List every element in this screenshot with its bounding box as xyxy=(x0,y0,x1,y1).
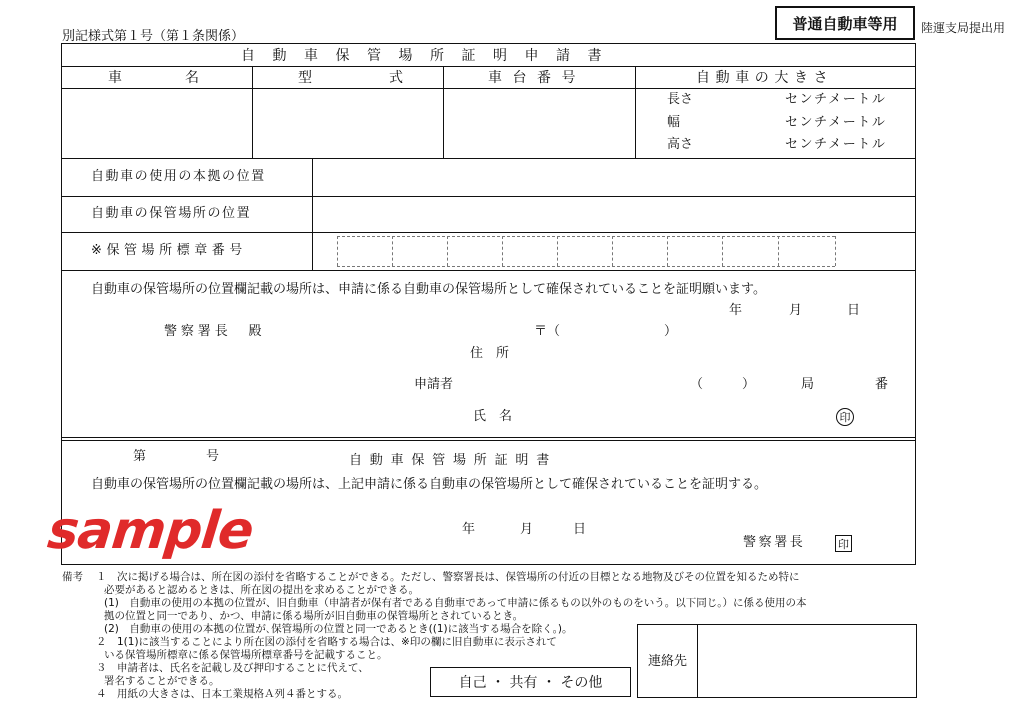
note-line: いる保管場所標章に係る保管場所標章番号を記載すること。 xyxy=(104,649,388,661)
base-location-label: 自動車の使用の本拠の位置 xyxy=(91,169,266,184)
storage-location-label: 自動車の保管場所の位置 xyxy=(91,206,252,221)
certificate-number-go: 号 xyxy=(206,449,220,464)
sticker-cell-border xyxy=(667,236,668,266)
column-car-name: 車名 xyxy=(108,70,262,86)
ownership-choice-text: 自己 ・ 共有 ・ その他 xyxy=(458,675,603,691)
sticker-cell-border xyxy=(392,236,393,266)
applicant-name-label: 氏 名 xyxy=(473,409,513,424)
application-date-month: 月 xyxy=(789,303,803,318)
column-chassis-number: 車台番号 xyxy=(488,70,586,86)
note-line: ３ 申請者は、氏名を記載し及び押印することに代えて、 xyxy=(96,662,369,674)
phone-number-label: 番 xyxy=(875,377,889,392)
size-width-unit: センチメートル xyxy=(785,115,887,130)
note-line: ２ 1(1)に該当することにより所在図の添付を省略する場合は、※印の欄に旧自動車に表示されて xyxy=(96,636,557,648)
certificate-year: 年 xyxy=(462,522,476,537)
contact-label: 連絡先 xyxy=(648,654,688,669)
sticker-cell-border xyxy=(612,236,613,266)
certificate-number-dai: 第 xyxy=(133,449,147,464)
rule xyxy=(61,440,916,441)
certificate-month: 月 xyxy=(520,522,534,537)
certificate-seal-mark xyxy=(835,535,852,552)
sticker-cell-border xyxy=(502,236,503,266)
form-title: 自動車保管場所証明申請書 xyxy=(241,48,619,64)
note-line: 署名することができる。 xyxy=(104,675,220,687)
address-label: 住 所 xyxy=(470,346,510,361)
column-divider xyxy=(312,158,313,270)
note-line: (1) 自動車の使用の本拠の位置が、旧自動車（申請者が保有者である自動車であって申請に係るもの以外のものをいう。以下同じ。）に係る使用の本 xyxy=(104,597,807,609)
rule xyxy=(61,88,916,89)
postal-code: 〒（ ） xyxy=(534,324,678,339)
contact-box xyxy=(637,624,917,698)
police-chief-addressee: 警察署長 殿 xyxy=(164,324,266,339)
phone-exchange-label: 局 xyxy=(801,377,815,392)
sticker-cell-border xyxy=(722,236,723,266)
vehicle-type-label: 普通自動車等用 xyxy=(792,14,898,33)
sticker-cell-border xyxy=(337,236,835,237)
applicant-label: 申請者 xyxy=(414,377,454,392)
vehicle-type-box xyxy=(775,6,915,40)
column-model: 型式 xyxy=(298,70,480,86)
phone-area-paren: （ ） xyxy=(690,377,756,392)
application-date-day: 日 xyxy=(847,303,861,318)
sticker-cell-border xyxy=(835,236,836,266)
certificate-title: 自動車保管場所証明書 xyxy=(349,453,558,468)
sticker-cell-border xyxy=(447,236,448,266)
rule xyxy=(61,66,916,67)
size-height-label: 高さ xyxy=(667,137,694,152)
rule xyxy=(61,437,916,438)
size-length-unit: センチメートル xyxy=(785,92,887,107)
certificate-chief: 警察署長 xyxy=(743,535,806,550)
application-statement: 自動車の保管場所の位置欄記載の場所は、申請に係る自動車の保管場所として確保されていることを証明願います。 xyxy=(91,282,766,297)
rule xyxy=(61,158,916,159)
sample-watermark: sample xyxy=(44,501,256,561)
sticker-number-label: ※保管場所標章番号 xyxy=(91,243,247,258)
notes-label: 備考 xyxy=(62,571,83,583)
applicant-seal-mark xyxy=(836,408,854,426)
column-divider xyxy=(635,66,636,158)
rule xyxy=(61,232,916,233)
rule xyxy=(61,196,916,197)
size-width-label: 幅 xyxy=(667,115,681,130)
certificate-seal-text: 印 xyxy=(838,537,849,551)
form-reference: 別記様式第１号（第１条関係） xyxy=(62,29,245,44)
ownership-choice-box[interactable] xyxy=(430,667,631,697)
sticker-cell-border xyxy=(337,236,338,266)
note-line: ４ 用紙の大きさは、日本工業規格Ａ列４番とする。 xyxy=(96,688,348,700)
sticker-cell-border xyxy=(778,236,779,266)
application-date-year: 年 xyxy=(729,303,743,318)
size-height-unit: センチメートル xyxy=(785,137,887,152)
note-line: (2) 自動車の使用の本拠の位置が､保管場所の位置と同一であるとき((1)に該当する場合を除く｡)｡ xyxy=(104,623,568,635)
certificate-statement: 自動車の保管場所の位置欄記載の場所は、上記申請に係る自動車の保管場所として確保されていることを証明する。 xyxy=(91,477,768,492)
applicant-seal-text: 印 xyxy=(839,411,851,424)
contact-divider xyxy=(697,625,698,697)
rule xyxy=(61,270,916,271)
note-line: 必要があると認めるときは、所在図の提出を求めることができる。 xyxy=(104,584,419,596)
note-line: １ 次に掲げる場合は、所在図の添付を省略することができる。ただし、警察署長は、保管場所の付近の目標となる地物及びその位置を知るため特に xyxy=(96,571,800,583)
note-line: 拠の位置と同一であり、かつ、申請に係る場所が旧自動車の保管場所とされているとき。 xyxy=(104,610,524,622)
column-vehicle-size: 自動車の大きさ xyxy=(696,70,834,86)
certificate-day: 日 xyxy=(573,522,587,537)
submission-target: 陸運支局提出用 xyxy=(921,21,1006,35)
size-length-label: 長さ xyxy=(667,92,694,107)
sticker-cell-border xyxy=(557,236,558,266)
sticker-cell-border xyxy=(337,266,835,267)
